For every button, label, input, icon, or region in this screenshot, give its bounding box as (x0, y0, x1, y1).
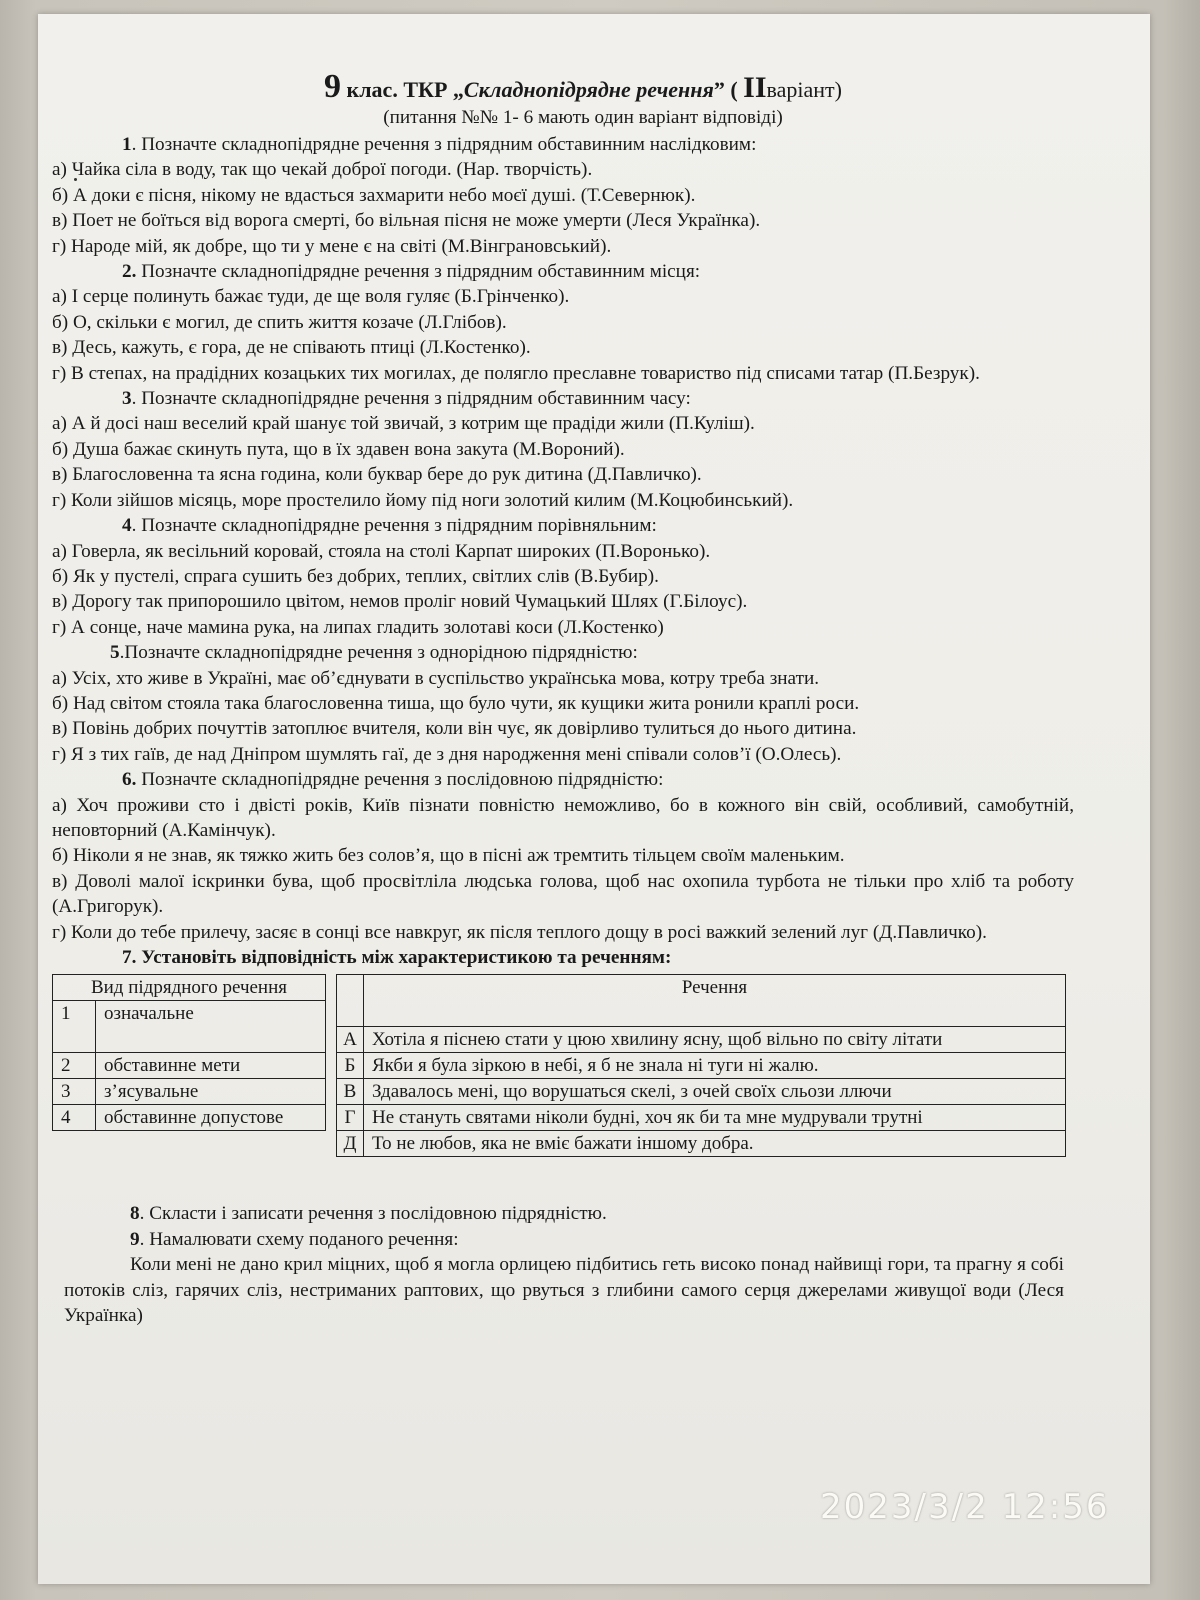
q-text: . Скласти і записати речення з послідовною підрядністю. (139, 1203, 607, 1225)
table-row (53, 975, 326, 1001)
option: г) А сонце, наче мамина рука, на липах гладить золотаві коси (Л.Костенко) (52, 616, 664, 638)
option: а) Чайка сіла в воду, так що чекай доброї погоди. (Нар. творчість). (52, 159, 593, 181)
q-num: 3 (122, 388, 132, 410)
row-sentence: Хотіла я піснею стати у цюю хвилину ясну, щоб вільно по світу літати (364, 1027, 1066, 1053)
row-number: 4 (53, 1105, 96, 1131)
table-row (337, 1079, 1066, 1105)
question-3 (52, 386, 1074, 411)
page-title (92, 68, 1074, 105)
row-letter: Д (337, 1131, 364, 1157)
option: а) А й досі наш веселий край шанує той звичай, з котрим ще прадіди жили (П.Куліш). (52, 413, 755, 435)
title-close: ” ( (713, 77, 744, 102)
question-6 (52, 767, 1074, 792)
table-row (53, 1079, 326, 1105)
row-type: означальне (96, 1001, 326, 1053)
q-num: 1 (122, 134, 132, 155)
table-row (337, 1053, 1066, 1079)
q-num: 6. (122, 769, 137, 791)
photo-timestamp: 2023/3/2 12:56 (820, 1487, 1110, 1527)
row-type: з’ясувальне (96, 1079, 326, 1105)
subtitle: (питання №№ 1- 6 мають один варіант відповіді) (383, 107, 783, 128)
title-topic: Складнопідрядне речення (463, 77, 714, 102)
table-row (337, 1131, 1066, 1157)
question-4 (52, 513, 1074, 538)
option: в) Повінь добрих почуттів затоплює вчителя, коли він чує, як довірливо тулиться до нього дитина. (52, 718, 857, 740)
question-8 (52, 1201, 1074, 1226)
option: б) О, скільки є могил, де спить життя козаче (Л.Глібов). (52, 311, 507, 333)
table-header: Речення (364, 975, 1066, 1027)
row-letter: А (337, 1027, 364, 1053)
option: г) Народе мій, як добре, що ти у мене є на світі (М.Вінграновський). (52, 235, 612, 257)
option: б) Над світом стояла така благословенна тиша, що було чути, як кущики жита ронили краплі роси. (52, 692, 860, 714)
q-text: Позначте складнопідрядне речення з послідовною підрядністю: (136, 769, 664, 791)
option: а) І серце полинуть бажає туди, де ще воля гуляє (Б.Грінченко). (52, 286, 570, 308)
title-variant: варіант) (766, 77, 842, 102)
table-row (337, 1027, 1066, 1053)
option: в) Десь, кажуть, є гора, де не співають птиці (Л.Костенко). (52, 337, 531, 359)
matching-tables (52, 974, 1074, 1199)
row-number: 2 (53, 1053, 96, 1079)
option: а) Усіх, хто живе в Україні, має об’єднувати в суспільство українська мова, котру треба знати. (52, 667, 820, 689)
table-row (53, 1053, 326, 1079)
row-sentence: То не любов, яка не вміє бажати іншому добра. (364, 1131, 1066, 1157)
q-text: . Позначте складнопідрядне речення з підрядним обставинним часу: (131, 388, 691, 410)
option: в) Дорогу так припорошило цвітом, немов проліг новий Чумацький Шлях (Г.Білоус). (52, 591, 748, 613)
row-sentence: Здавалось мені, що ворушаться скелі, з очей своїх сльози ллючи (364, 1079, 1066, 1105)
q-num: 4 (122, 515, 132, 537)
option: г) В степах, на прадідних козацьких тих могилах, де полягло преславне товариство під списами татар (П.Безрук). (52, 362, 980, 384)
title-roman: II (743, 71, 767, 104)
option: б) Ніколи я не знав, як тяжко жить без солов’я, що в пісні аж тремтить тільцем своїм маленьким. (52, 845, 845, 867)
row-letter: В (337, 1079, 364, 1105)
title-text: клас. ТКР „ (341, 77, 464, 102)
q-text: . Позначте складнопідрядне речення з підрядним обставинним наслідковим: (131, 134, 757, 155)
option: б) Душа бажає скинуть пута, що в їх здавен вона закута (М.Вороний). (52, 438, 625, 460)
table-row (53, 1105, 326, 1131)
row-number: 1 (53, 1001, 96, 1053)
q-num: 2. (122, 261, 137, 283)
row-type: обставинне допустове (96, 1105, 326, 1131)
sentences-table (336, 974, 1066, 1157)
option: г) Я з тих гаїв, де над Дніпром шумлять гаї, де з дня народження мені співали солов’ї (О.Олесь). (52, 743, 842, 765)
title-grade: 9 (324, 68, 342, 105)
option: а) Говерла, як весільний коровай, стояла на столі Карпат широких (П.Воронько). (52, 540, 711, 562)
option: б) Як у пустелі, спрага сушить без добрих, теплих, світлих слів (В.Бубир). (52, 565, 659, 587)
row-number: 3 (53, 1079, 96, 1105)
option: а) Хоч проживи сто і двісті років, Київ пізнати повністю неможливо, бо в кожного він свій, особливий, самобутній, неповторний (А.Камінчук). (52, 794, 1074, 841)
option: в) Поет не боїться від ворога смерті, бо вільная пісня не може умерти (Леся Українка). (52, 210, 761, 232)
q-text: .Позначте складнопідрядне речення з однорідною підрядністю: (119, 642, 638, 664)
row-sentence: Не стануть святами ніколи будні, хоч як би та мне мудрували трутні (364, 1105, 1066, 1131)
table-header: Вид підрядного речення (53, 975, 326, 1001)
q-text: 7. Установіть відповідність між характеристикою та реченням: (122, 947, 672, 968)
option: г) Коли до тебе прилечу, засяє в сонці все навкруг, як після теплого дощу в росі важкий зелений луг (Д.Павличко). (52, 921, 987, 943)
q9-sentence: Коли мені не дано крил міцних, щоб я могла орлицею підбитись геть високо понад найвищі гори, та прагну я собі потоків сліз, гарячих сліз, нестриманих раптових, що рвуться з глибини самого серця джерелами живущої води (Леся Українка) (64, 1254, 1064, 1327)
q-num: 8 (130, 1203, 140, 1225)
q-text: . Позначте складнопідрядне речення з підрядним порівняльним: (131, 515, 657, 537)
q-num: 5 (110, 642, 120, 664)
q-text: Позначте складнопідрядне речення з підрядним обставинним місця: (136, 261, 701, 283)
question-9 (52, 1227, 1074, 1252)
option: г) Коли зійшов місяць, море простелило йому під ноги золотий килим (М.Коцюбинський). (52, 489, 794, 511)
types-table (52, 974, 326, 1131)
table-row (337, 1105, 1066, 1131)
table-row (53, 1001, 326, 1053)
row-letter: Г (337, 1105, 364, 1131)
option: в) Доволі малої іскринки бува, щоб просвітліла людська голова, щоб нас охопила турбота не тільки про хліб та роботу (А.Григорук). (52, 870, 1074, 918)
q-num: 9 (130, 1228, 140, 1250)
document-content (52, 68, 1074, 1328)
question-7 (52, 945, 1074, 970)
option: в) Благословенна та ясна година, коли буквар бере до рук дитина (Д.Павличко). (52, 464, 702, 486)
row-sentence: Якби я була зіркою в небі, я б не знала ні туги ні жалю. (364, 1053, 1066, 1079)
q-text: . Намалювати схему поданого речення: (139, 1228, 459, 1250)
row-letter (337, 975, 364, 1027)
table-row (337, 975, 1066, 1027)
question-5 (52, 640, 1074, 665)
question-1 (52, 132, 1074, 157)
question-2 (52, 259, 1074, 284)
option: б) А доки є пісня, нікому не вдасться захмарити небо моєї душі. (Т.Севернюк). (52, 184, 696, 206)
row-letter: Б (337, 1053, 364, 1079)
row-type: обставинне мети (96, 1053, 326, 1079)
